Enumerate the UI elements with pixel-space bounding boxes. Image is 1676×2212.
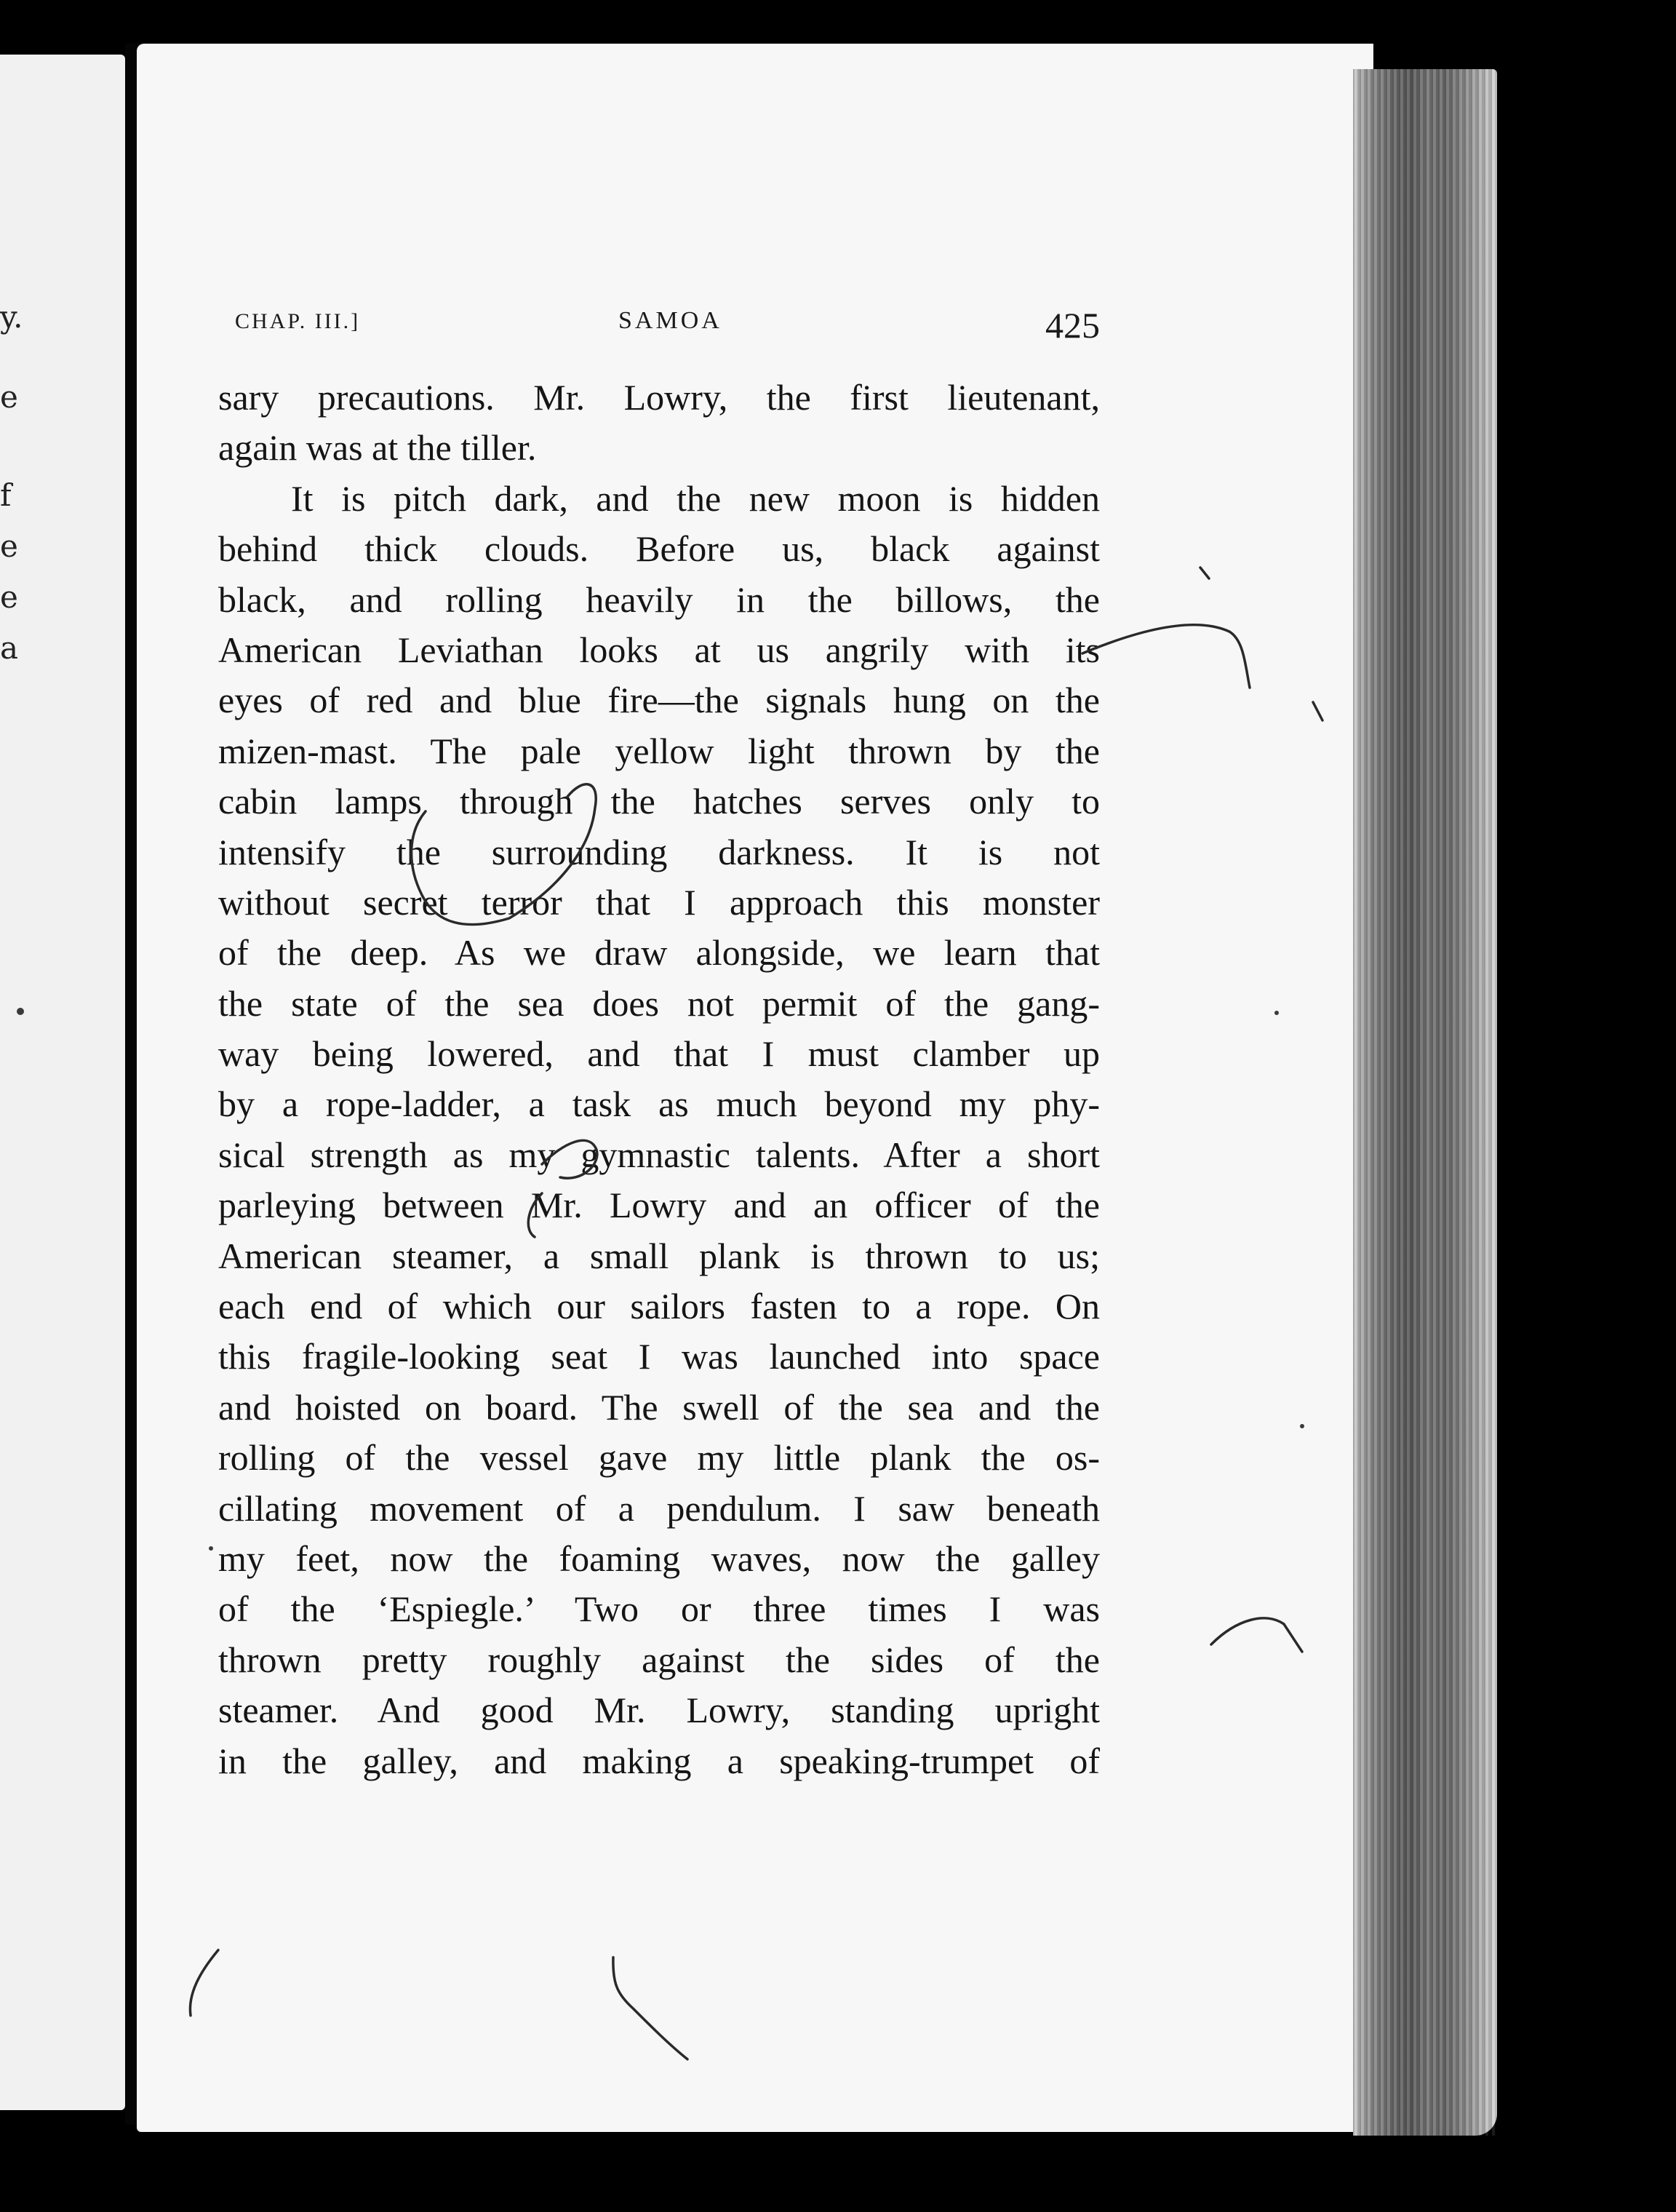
text-line: behind thick clouds. Before us, black against <box>218 528 1100 570</box>
text-line: It is pitch dark, and the new moon is hidden <box>291 477 1100 519</box>
text-line: parleying between Mr. Lowry and an officer of the <box>218 1185 1100 1226</box>
text-line: rolling of the vessel gave my little plank the os- <box>218 1437 1100 1479</box>
text-line: way being lowered, and that I must clamber up <box>218 1033 1100 1075</box>
left-page-fragment: e <box>0 579 18 615</box>
page-number: 425 <box>1045 305 1100 346</box>
text-line: again was at the tiller. <box>218 427 537 469</box>
text-line: in the galley, and making a speaking-trumpet of <box>218 1740 1100 1781</box>
left-page-fragment: e <box>0 379 18 415</box>
text-line: the state of the sea does not permit of the gang- <box>218 982 1100 1024</box>
left-page-fragment: a <box>0 630 19 666</box>
text-line: sary precautions. Mr. Lowry, the first lieutenant, <box>218 377 1100 418</box>
text-line: eyes of red and blue fire—the signals hung on the <box>218 680 1100 721</box>
chapter-label: CHAP. III.] <box>235 309 361 333</box>
left-page-edge <box>0 55 125 2110</box>
text-line: each end of which our sailors fasten to a rope. On <box>218 1286 1100 1327</box>
text-line: black, and rolling heavily in the billows, the <box>218 578 1100 620</box>
left-page-fragment: y. <box>0 299 23 335</box>
text-line: this fragile-looking seat I was launched into space <box>218 1336 1100 1377</box>
text-line: and hoisted on board. The swell of the sea and the <box>218 1386 1100 1428</box>
text-line: cabin lamps through the hatches serves only to <box>218 781 1100 822</box>
text-line: sical strength as my gymnastic talents. After a short <box>218 1134 1100 1175</box>
text-line: of the ‘Espiegle.’ Two or three times I was <box>218 1588 1100 1630</box>
text-line: intensify the surrounding darkness. It is not <box>218 831 1100 872</box>
text-line: American steamer, a small plank is thrown to us; <box>218 1235 1100 1276</box>
running-head: SAMOA <box>618 307 722 334</box>
text-line: American Leviathan looks at us angrily with its <box>218 629 1100 670</box>
text-line: my feet, now the foaming waves, now the galley <box>218 1537 1100 1579</box>
text-line: without secret terror that I approach this monster <box>218 881 1100 923</box>
left-page-fragment: f <box>0 477 12 513</box>
text-line: mizen-mast. The pale yellow light thrown by the <box>218 730 1100 771</box>
text-line: by a rope-ladder, a task as much beyond my phy- <box>218 1083 1100 1125</box>
text-line: thrown pretty roughly against the sides of the <box>218 1639 1100 1680</box>
page-body <box>218 373 1100 1786</box>
text-line: steamer. And good Mr. Lowry, standing upright <box>218 1690 1100 1731</box>
page-edges-stack <box>1353 69 1497 2136</box>
text-line: of the deep. As we draw alongside, we learn that <box>218 932 1100 974</box>
left-page-fragment: e <box>0 528 18 564</box>
text-line: cillating movement of a pendulum. I saw beneath <box>218 1487 1100 1529</box>
